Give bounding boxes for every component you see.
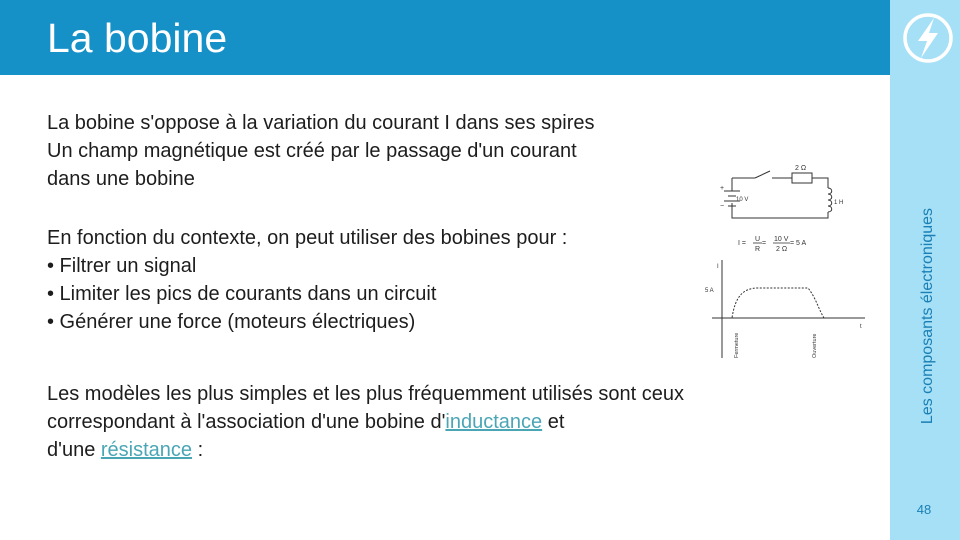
uses-paragraph (47, 224, 567, 336)
resistor-label: 2 Ω (795, 165, 807, 172)
resistance-link[interactable]: résistance (100, 439, 193, 461)
uses-intro: En fonction du contexte, on peut utiliser des bobines pour : (47, 227, 568, 249)
formula-eq: = (762, 240, 767, 247)
list-item: • Générer une force (moteurs électriques) (47, 311, 416, 333)
lightning-bolt-icon (890, 0, 960, 75)
formula-r: R (755, 246, 761, 253)
intro-line: dans une bobine (47, 168, 195, 190)
inductor-label: 1 H (834, 200, 844, 206)
slide-title: La bobine (47, 15, 228, 61)
circuit-diagram (724, 171, 832, 218)
models-line: Les modèles les plus simples et les plus fréquemment utilisés sont ceux (47, 383, 684, 405)
section-label: Les composants électroniques (919, 207, 936, 425)
event-open-label: Ouverture (812, 333, 818, 358)
inductor-symbol (828, 188, 832, 212)
event-close-label: Fermeture (734, 332, 740, 358)
y-axis-label: I (717, 264, 719, 270)
current-curve (722, 288, 850, 318)
header-bar (0, 0, 890, 75)
intro-line: Un champ magnétique est créé par le passage d'un courant (47, 140, 577, 162)
resistor-symbol (792, 173, 812, 183)
y-value-label: 5 A (705, 288, 714, 294)
formula-v: 10 V (774, 236, 789, 243)
x-axis-label: t (860, 324, 862, 330)
intro-line: La bobine s'oppose à la variation du courant I dans ses spires (47, 112, 595, 134)
plus-sign: + (720, 185, 725, 192)
formula-rhs: = 5 A (790, 240, 807, 247)
list-item: • Limiter les pics de courants dans un circuit (47, 283, 437, 305)
circuit-figure (700, 158, 875, 363)
formula-ohm: 2 Ω (776, 246, 788, 253)
minus-sign: − (720, 203, 725, 210)
list-item: • Filtrer un signal (47, 255, 197, 277)
formula-u: U (755, 236, 761, 243)
voltage-label: 10 V (736, 197, 749, 203)
page-number: 48 (916, 502, 932, 517)
intro-paragraph (47, 109, 595, 193)
models-paragraph (47, 380, 684, 464)
formula-lhs: I = (738, 240, 746, 247)
models-line: d'une résistance : (47, 439, 204, 461)
inductance-link[interactable]: inductance (445, 411, 543, 433)
models-line: correspondant à l'association d'une bobine d'inductance et (47, 411, 565, 433)
